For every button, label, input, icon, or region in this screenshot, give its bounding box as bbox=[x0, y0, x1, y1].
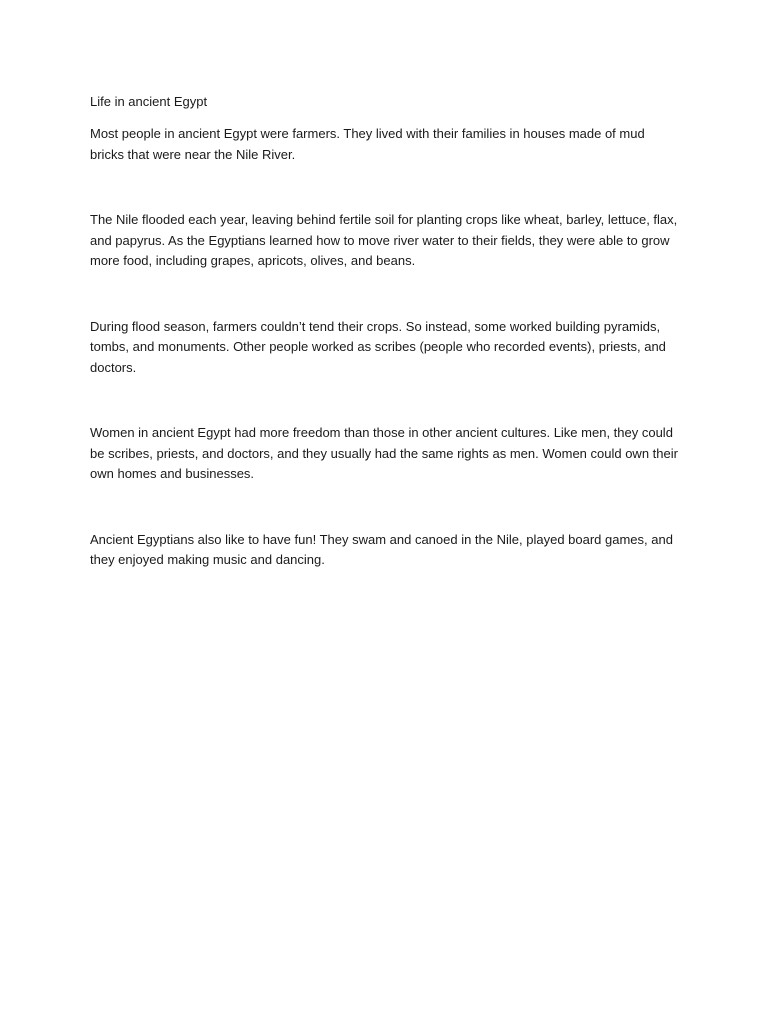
document-body bbox=[90, 92, 680, 571]
paragraph-flood-season: During flood season, farmers couldn’t tend their crops. So instead, some worked building pyramids, tombs, and monuments. Other people worked as scribes (people who recorded events), priests, and doctors. bbox=[90, 318, 666, 375]
paragraph-women: Women in ancient Egypt had more freedom than those in other ancient cultures. Like men, they could be scribes, priests, and doctors, and they usually had the same rights as men. Women could own their own homes and businesses. bbox=[90, 425, 678, 481]
paragraph-nile-flooding: The Nile flooded each year, leaving behind fertile soil for planting crops like wheat, barley, lettuce, flax, and papyrus. As the Egyptians learned how to move river water to their fields, they were able to grow more food, including grapes, apricots, olives, and beans. bbox=[90, 212, 678, 268]
paragraph-fun: Ancient Egyptians also like to have fun! They swam and canoed in the Nile, played board games, and they enjoyed making music and dancing. bbox=[90, 531, 673, 567]
paragraph-farmers: Most people in ancient Egypt were farmers. They lived with their families in houses made of mud bricks that were near the Nile River. bbox=[90, 126, 645, 162]
document-title: Life in ancient Egypt bbox=[90, 94, 208, 109]
